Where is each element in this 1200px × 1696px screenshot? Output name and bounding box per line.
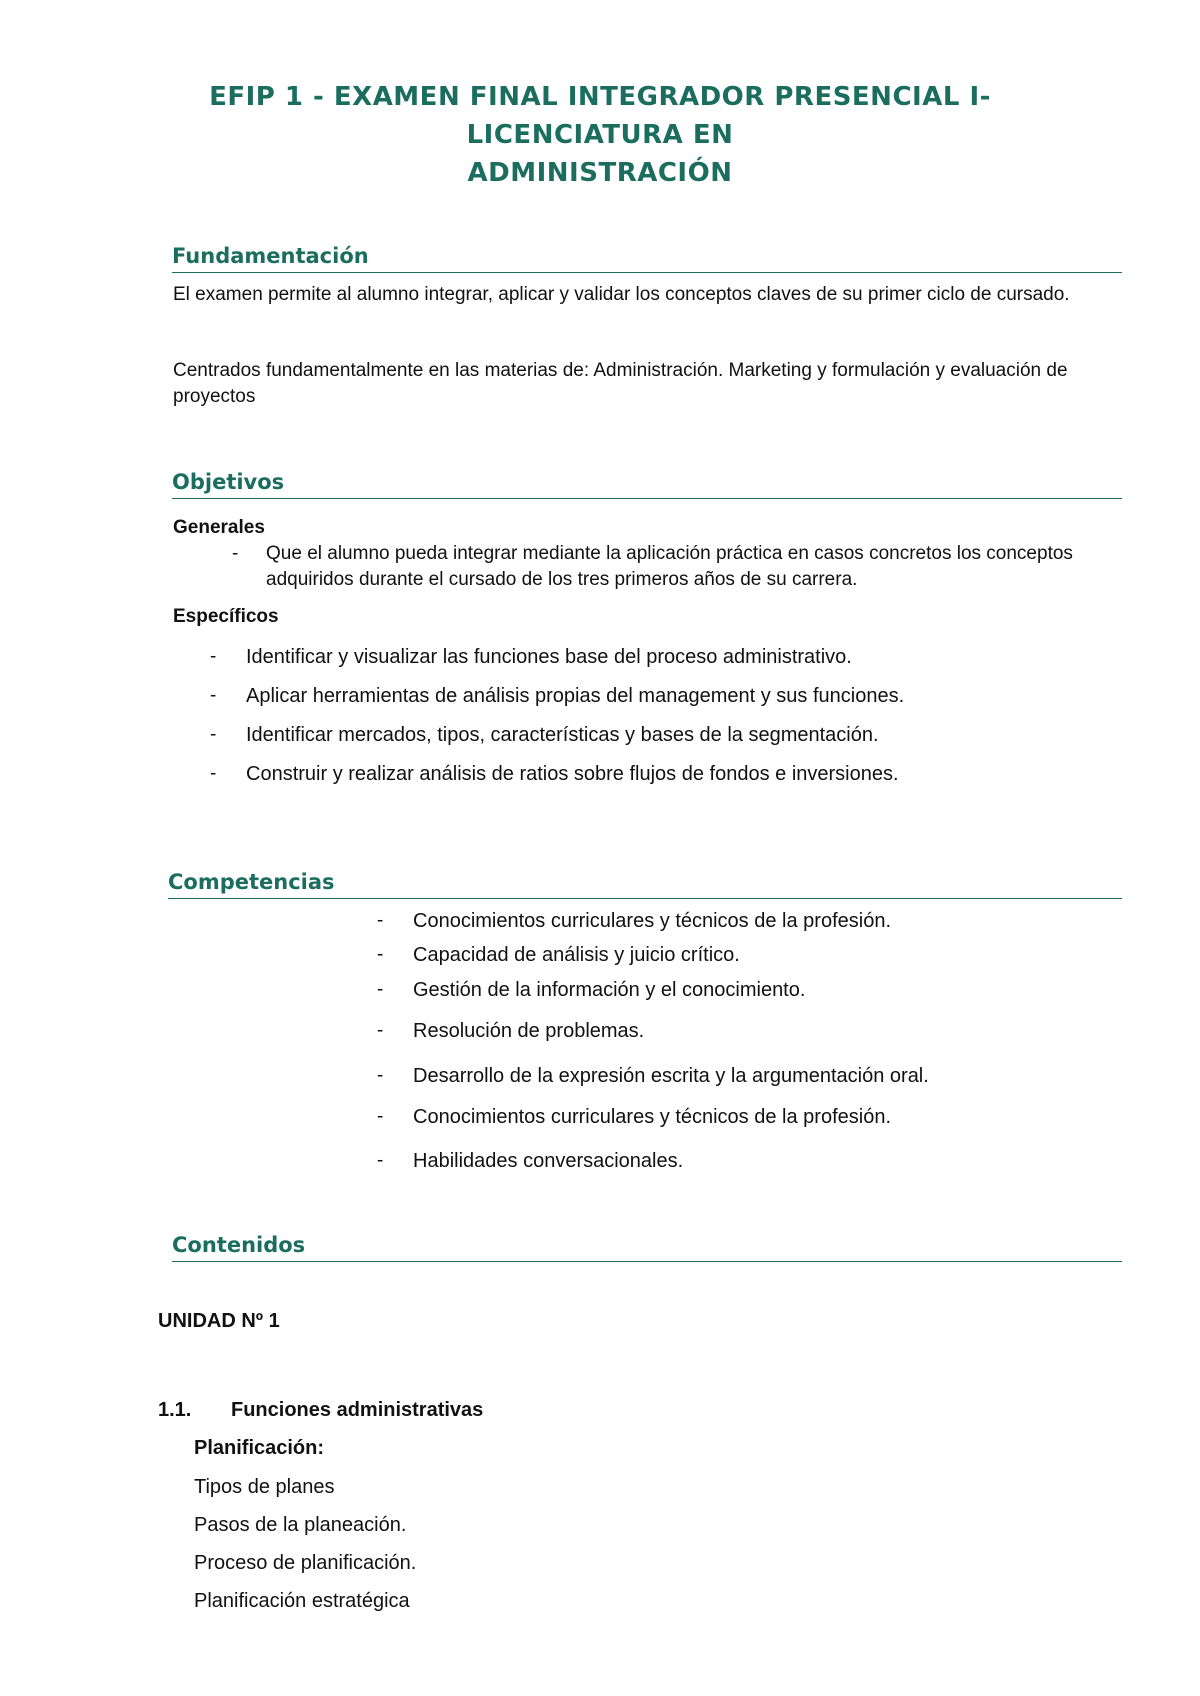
bullet-dash: -: [377, 1106, 384, 1127]
generales-label: Generales: [173, 517, 265, 538]
bullet-dash: -: [232, 543, 239, 564]
especificos-item-text: Identificar y visualizar las funciones base del proceso administrativo.: [246, 646, 852, 668]
contenidos-item: Proceso de planificación.: [194, 1552, 417, 1574]
especificos-label: Específicos: [173, 606, 279, 627]
bullet-dash: -: [210, 685, 217, 706]
bullet-dash: -: [210, 724, 217, 745]
competencias-item-text: Capacidad de análisis y juicio crítico.: [413, 944, 740, 966]
bullet-dash: -: [377, 910, 384, 931]
bullet-dash: -: [377, 944, 384, 965]
unidad-label: UNIDAD Nº 1: [158, 1310, 280, 1332]
bullet-dash: -: [377, 1065, 384, 1086]
fundamentacion-paragraph-1: El examen permite al alumno integrar, aplicar y validar los conceptos claves de su primer ciclo de cursado.: [173, 284, 1070, 305]
bullet-dash: -: [377, 1020, 384, 1041]
document-title: [100, 78, 1100, 192]
contenidos-heading: Contenidos: [172, 1231, 1122, 1262]
competencias-item-text: Resolución de problemas.: [413, 1020, 645, 1042]
title-line-2: ADMINISTRACIÓN: [467, 158, 733, 188]
bullet-dash: -: [210, 763, 217, 784]
fundamentacion-heading: Fundamentación: [172, 242, 1122, 273]
competencias-heading: Competencias: [168, 868, 1122, 899]
objetivos-heading: Objetivos: [172, 468, 1122, 499]
especificos-item-text: Construir y realizar análisis de ratios sobre flujos de fondos e inversiones.: [246, 763, 899, 785]
competencias-item-text: Conocimientos curriculares y técnicos de la profesión.: [413, 1106, 891, 1128]
generales-item-text: Que el alumno pueda integrar mediante la aplicación práctica en casos concretos los conceptos adquiridos durante el cursado de los tres primeros años de su carrera.: [266, 543, 1073, 590]
title-line-1: EFIP 1 - EXAMEN FINAL INTEGRADOR PRESENCIAL I- LICENCIATURA EN: [209, 82, 991, 150]
especificos-item-text: Aplicar herramientas de análisis propias del management y sus funciones.: [246, 685, 905, 707]
competencias-item-text: Gestión de la información y el conocimiento.: [413, 979, 806, 1001]
competencias-item-text: Conocimientos curriculares y técnicos de la profesión.: [413, 910, 891, 932]
competencias-item-text: Desarrollo de la expresión escrita y la argumentación oral.: [413, 1065, 929, 1087]
bullet-dash: -: [377, 979, 384, 1000]
bullet-dash: -: [377, 1150, 384, 1171]
section-number: 1.1.: [158, 1399, 192, 1421]
contenidos-item: Tipos de planes: [194, 1476, 335, 1498]
section-title: Funciones administrativas: [231, 1399, 484, 1421]
contenidos-item: Pasos de la planeación.: [194, 1514, 407, 1536]
contenidos-item: Planificación estratégica: [194, 1590, 410, 1612]
competencias-item-text: Habilidades conversacionales.: [413, 1150, 684, 1172]
bullet-dash: -: [210, 646, 217, 667]
planificacion-subheading: Planificación:: [194, 1437, 325, 1459]
especificos-item-text: Identificar mercados, tipos, características y bases de la segmentación.: [246, 724, 879, 746]
fundamentacion-paragraph-2: Centrados fundamentalmente en las materias de: Administración. Marketing y formulación y evaluación de proyectos: [173, 360, 1068, 407]
